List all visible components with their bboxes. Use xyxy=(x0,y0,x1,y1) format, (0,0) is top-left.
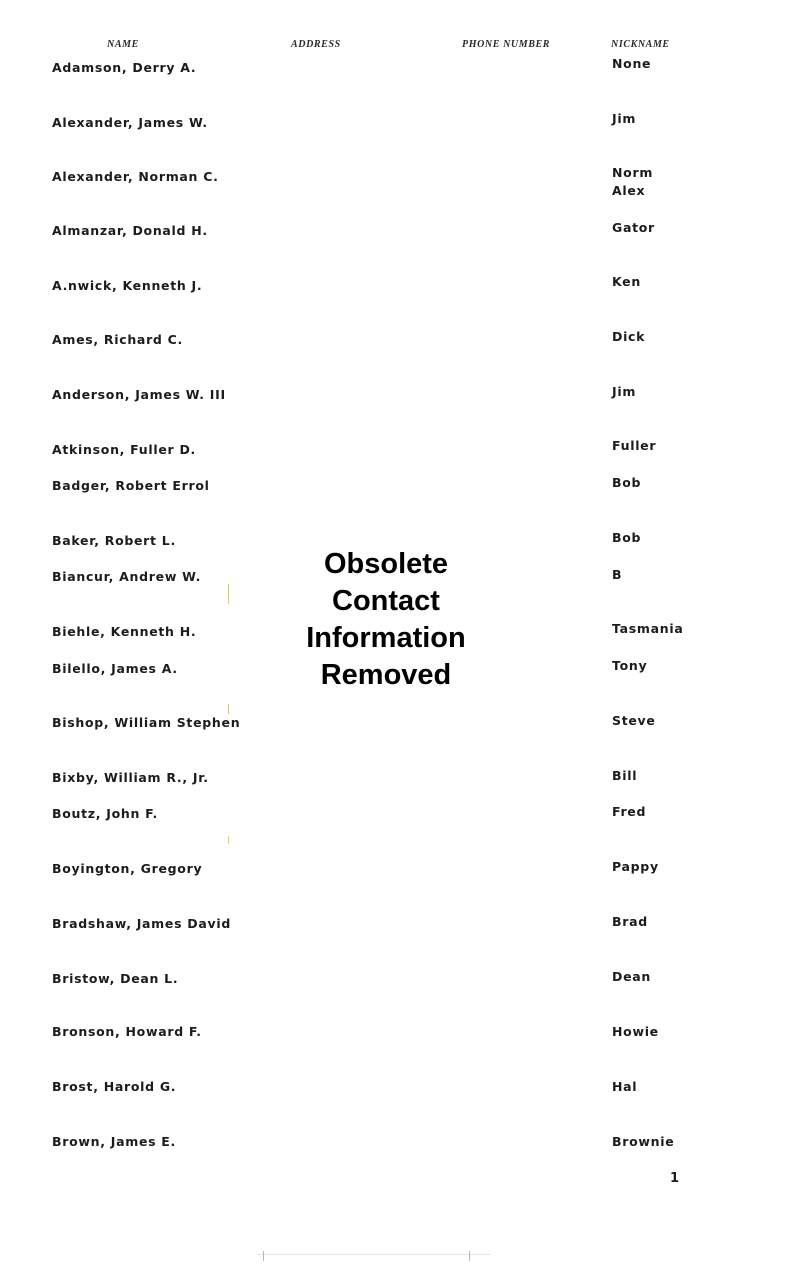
entry-name: Biehle, Kenneth H. xyxy=(52,624,197,639)
scan-artifact xyxy=(228,584,229,604)
entry-nickname: Jim xyxy=(612,384,637,399)
entry-name: Alexander, James W. xyxy=(52,115,208,130)
entry-nickname: Norm Alex xyxy=(612,165,654,198)
entry-name: Ames, Richard C. xyxy=(52,332,183,347)
entry-name: Biancur, Andrew W. xyxy=(52,569,202,584)
entry-nickname: Pappy xyxy=(612,859,659,874)
entry-name: Bronson, Howard F. xyxy=(52,1024,202,1039)
column-header-nickname: NICKNAME xyxy=(611,39,670,50)
column-header-name: NAME xyxy=(107,39,139,50)
entry-name: Bradshaw, James David xyxy=(52,916,231,931)
entry-nickname: Gator xyxy=(612,220,655,235)
entry-nickname: Fred xyxy=(612,804,647,819)
entry-nickname: Brad xyxy=(612,914,648,929)
scan-artifact xyxy=(228,836,229,844)
page-bottom-edge xyxy=(258,1254,490,1255)
entry-name: Alexander, Norman C. xyxy=(52,169,219,184)
scan-artifact xyxy=(228,704,229,714)
column-header-address: ADDRESS xyxy=(291,39,341,50)
column-header-phone: PHONE NUMBER xyxy=(462,39,551,50)
entry-nickname: Hal xyxy=(612,1079,638,1094)
entry-nickname: Steve xyxy=(612,713,656,728)
entry-nickname: Jim xyxy=(612,111,637,126)
entry-nickname: Bob xyxy=(612,475,642,490)
entry-name: Boutz, John F. xyxy=(52,806,159,821)
entry-name: Almanzar, Donald H. xyxy=(52,223,208,238)
entry-name: Anderson, James W. III xyxy=(52,387,226,402)
entry-name: A.nwick, Kenneth J. xyxy=(52,278,203,293)
entry-nickname: Dean xyxy=(612,969,651,984)
entry-nickname: Ken xyxy=(612,274,641,289)
entry-name: Baker, Robert L. xyxy=(52,533,176,548)
entry-name: Bixby, William R., Jr. xyxy=(52,770,209,785)
scan-artifact xyxy=(263,1251,264,1261)
scan-artifact xyxy=(469,1251,470,1261)
entry-nickname: B xyxy=(612,567,623,582)
entry-nickname: Tasmania xyxy=(612,621,684,636)
entry-nickname: Howie xyxy=(612,1024,659,1039)
entry-nickname: Tony xyxy=(612,658,648,673)
page-number: 1 xyxy=(670,1171,680,1186)
entry-name: Brost, Harold G. xyxy=(52,1079,177,1094)
entry-nickname: Bill xyxy=(612,768,638,783)
entry-name: Atkinson, Fuller D. xyxy=(52,442,196,457)
entry-name: Bristow, Dean L. xyxy=(52,971,179,986)
entry-name: Brown, James E. xyxy=(52,1134,176,1149)
entry-name: Boyington, Gregory xyxy=(52,861,203,876)
entry-nickname: Fuller xyxy=(612,438,657,453)
entry-nickname: Brownie xyxy=(612,1134,675,1149)
entry-name: Bilello, James A. xyxy=(52,661,178,676)
entry-name: Badger, Robert Errol xyxy=(52,478,210,493)
redaction-notice: Obsolete Contact Information Removed xyxy=(306,548,466,691)
entry-nickname: Dick xyxy=(612,329,646,344)
entry-name: Adamson, Derry A. xyxy=(52,60,197,75)
entry-nickname: None xyxy=(612,56,652,71)
entry-nickname: Bob xyxy=(612,530,642,545)
entry-name: Bishop, William Stephen xyxy=(52,715,241,730)
